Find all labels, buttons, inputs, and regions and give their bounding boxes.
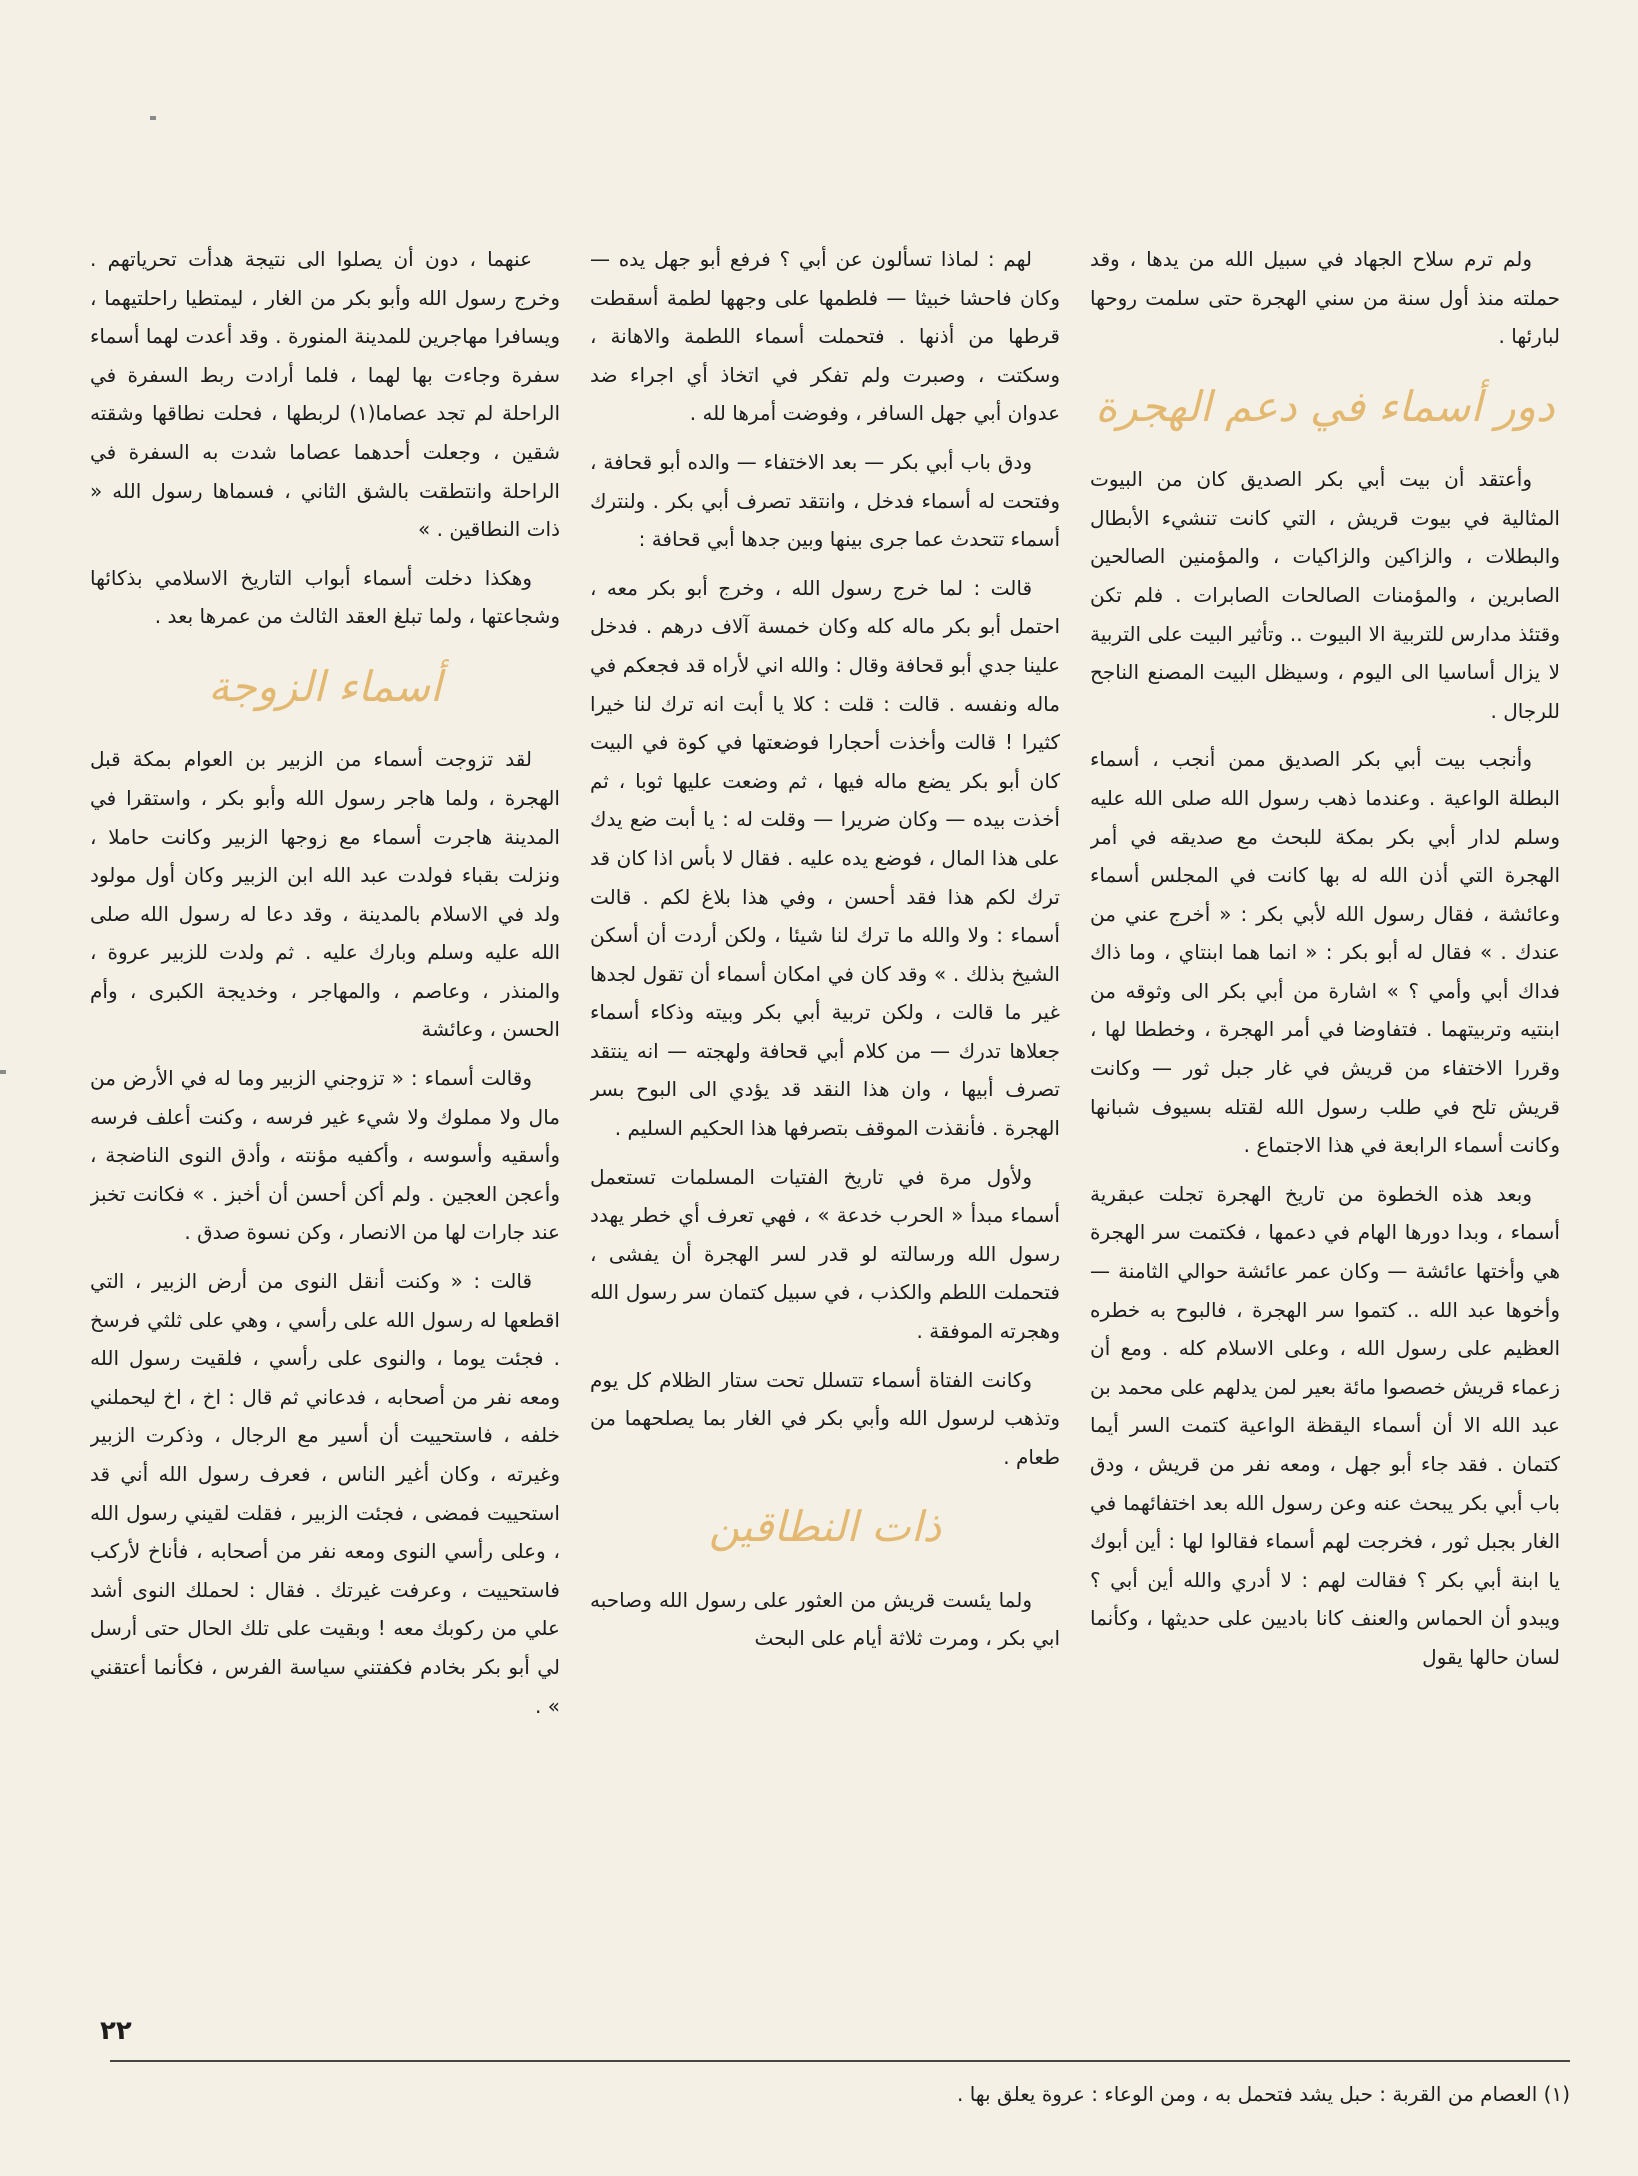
- paragraph: لقد تزوجت أسماء من الزبير بن العوام بمكة قبل الهجرة ، ولما هاجر رسول الله وأبو بكر ، واستقرا في المدينة هاجرت أسماء مع زوجها الزبير وكانت حاملا ، ونزلت بقباء فولدت عبد الله ابن الزبير وكان أول مولود ولد في الاسلام بالمدينة ، وقد دعا له رسول الله صلى الله عليه وسلم وبارك عليه . ثم ولدت للزبير عروة ، والمنذر ، وعاصم ، والمهاجر ، وخديجة الكبرى ، وأم الحسن ، وعائشة: [90, 747, 560, 1042]
- paragraph: ودق باب أبي بكر — بعد الاختفاء — والده أبو قحافة ، وفتحت له أسماء فدخل ، وانتقد تصرف أبي بكر . ولنترك أسماء تتحدث عما جرى بينها وبين جدها أبي قحافة :: [590, 449, 1060, 552]
- paragraph: لهم : لماذا تسألون عن أبي ؟ فرفع أبو جهل يده — وكان فاحشا خبيثا — فلطمها على وجهها لطمة أسقطت قرطها من أذنها . فتحملت أسماء اللطمة والاهانة ، وسكتت ، وصبرت ولم تفكر في اتخاذ أي اجراء ضد عدوان أبي جهل السافر ، وفوضت أمرها لله .: [590, 247, 1060, 426]
- paragraph: وأنجب بيت أبي بكر الصديق ممن أنجب ، أسماء البطلة الواعية . وعندما ذهب رسول الله صلى الله عليه وسلم لدار أبي بكر بمكة للبحث مع صديقه في أمر الهجرة التي أذن الله له بها كانت في المجلس أسماء وعائشة ، فقال رسول الله لأبي بكر : « أخرج عني من عندك . » فقال له أبو بكر : « انما هما ابنتاي ، وما ذاك فداك أبي وأمي ؟ » اشارة من أبي بكر الى وثوقه من ابنتيه وتربيتهما . فتفاوضا في أمر الهجرة ، وخططا لها ، وقررا الاختفاء من قريش في غار جبل ثور — وكانت قريش تلح في طلب رسول الله لقتله بسيوف شبانها وكانت أسماء الرابعة في هذا الاجتماع .: [1090, 747, 1560, 1158]
- footnote-divider: [110, 2060, 1570, 2062]
- paragraph: وأعتقد أن بيت أبي بكر الصديق كان من البيوت المثالية في بيوت قريش ، التي كانت تنشيء الأبطال والبطلات ، والزاكين والزاكيات ، والمؤمنين الصالحين الصابرين ، والمؤمنات الصالحات الصابرات . فلم تكن وقتئذ مدارس للتربية الا البيوت .. وتأثير البيت على التربية لا يزال أساسيا الى اليوم ، وسيظل البيت المصنع الناجح للرجال .: [1090, 467, 1560, 723]
- paragraph: قالت : « وكنت أنقل النوى من أرض الزبير ، التي اقطعها له رسول الله على رأسي ، وهي على ثلثي فرسخ . فجئت يوما ، والنوى على رأسي ، فلقيت رسول الله ومعه نفر من أصحابه ، فدعاني ثم قال : اخ ، اخ ليحملني خلفه ، فاستحييت أن أسير مع الرجال ، وذكرت الزبير وغيرته ، وكان أغير الناس ، فعرف رسول الله أني قد استحييت فمضى ، فجئت الزبير ، فقلت لقيني رسول الله ، وعلى رأسي النوى ومعه نفر من أصحابه ، فأناخ لأركب فاستحييت ، وعرفت غيرتك . فقال : لحملك النوى أشد علي من ركوبك معه ! وبقيت على تلك الحال حتى أرسل لي أبو بكر بخادم فكفتني سياسة الفرس ، فكأنما أعتقني » .: [90, 1269, 560, 1718]
- intro-paragraph: ولم ترم سلاح الجهاد في سبيل الله من يدها ، وقد حملته منذ أول سنة من سني الهجرة حتى سلمت روحها لبارئها .: [1090, 247, 1560, 349]
- section-heading-wife: أسماء الزوجة: [208, 661, 442, 711]
- paragraph: وهكذا دخلت أسماء أبواب التاريخ الاسلامي بذكائها وشجاعتها ، ولما تبلغ العقد الثالث من عمرها بعد .: [90, 565, 560, 629]
- page-number: ٢٢: [100, 2016, 132, 2046]
- scan-mark: [0, 1070, 6, 1074]
- paragraph: وقالت أسماء : « تزوجني الزبير وما له في الأرض من مال ولا مملوك ولا شيء غير فرسه ، وكنت أعلف فرسه وأسقيه وأسوسه ، وأكفيه مؤنته ، وأدق النوى الناضجة ، وأعجن العجين . ولم أكن أحسن أن أخبز . » فكانت تخبز عند جارات لها من الانصار ، وكن نسوة صدق .: [90, 1066, 560, 1245]
- footnote: (١) العصام من القربة : حبل يشد فتحمل به ، ومن الوعاء : عروة يعلق بها .: [957, 2082, 1570, 2106]
- section-heading-two-belts: ذات النطاقين: [708, 1502, 942, 1552]
- section-heading-hijra-role: دور أسماء في دعم الهجرة: [1095, 381, 1555, 431]
- column-left: [90, 240, 560, 2050]
- scan-mark: [150, 116, 156, 120]
- column-middle: [590, 240, 1060, 2050]
- paragraph: عنهما ، دون أن يصلوا الى نتيجة هدأت تحرياتهم . وخرج رسول الله وأبو بكر من الغار ، ليمتطيا راحلتيهما ، ويسافرا مهاجرين للمدينة المنورة . وقد أعدت لهما أسماء سفرة وجاءت بها لهما ، فلما أرادت ربط السفرة في الراحلة لم تجد عصاما(١) لربطها ، فحلت نطاقها وشقته شقين ، وجعلت أحدهما عصاما شدت به السفرة في الراحلة وانتطقت بالشق الثاني ، فسماها رسول الله « ذات النطاقين . »: [90, 247, 560, 542]
- paragraph: ولأول مرة في تاريخ الفتيات المسلمات تستعمل أسماء مبدأ « الحرب خدعة » ، فهي تعرف أي خطر يهدد رسول الله ورسالته لو قدر لسر الهجرة أن يفشى ، فتحملت اللطم والكذب ، في سبيل كتمان سر رسول الله وهجرته الموفقة .: [590, 1164, 1060, 1344]
- paragraph: وكانت الفتاة أسماء تتسلل تحت ستار الظلام كل يوم وتذهب لرسول الله وأبي بكر في الغار بما يصلحهما من طعام .: [590, 1367, 1060, 1469]
- paragraph: ولما يئست قريش من العثور على رسول الله وصاحبه ابي بكر ، ومرت ثلاثة أيام على البحث: [590, 1587, 1060, 1651]
- paragraph: قالت : لما خرج رسول الله ، وخرج أبو بكر معه ، احتمل أبو بكر ماله كله وكان خمسة آلاف درهم . فدخل علينا جدي أبو قحافة وقال : والله اني لأراه قد فجعكم في ماله ونفسه . قالت : قلت : كلا يا أبت انه ترك لنا خيرا كثيرا ! قالت وأخذت أحجارا فوضعتها في كوة في البيت كان أبو بكر يضع ماله فيها ، ثم وضعت عليها ثوبا ، ثم أخذت بيده — وكان ضريرا — وقلت له : يا أبت ضع يدك على هذا المال ، فوضع يده عليه . فقال لا بأس اذا كان قد ترك لكم هذا فقد أحسن ، وفي هذا بلاغ لكم . قالت أسماء : ولا والله ما ترك لنا شيئا ، ولكن أردت أن أسكن الشيخ بذلك . » وقد كان في امكان أسماء أن تقول لجدها غير ما قالت ، ولكن تربية أبي بكر وبيته وذكاء أسماء جعلاها تدرك — من كلام أبي قحافة ولهجته — انه ينتقد تصرف أبيها ، وان هذا النقد قد يؤدي الى البوح بسر الهجرة . فأنقذت الموقف بتصرفها هذا الحكيم السليم .: [590, 575, 1060, 1141]
- column-right: [1090, 240, 1560, 2050]
- paragraph: وبعد هذه الخطوة من تاريخ الهجرة تجلت عبقرية أسماء ، وبدا دورها الهام في دعمها ، فكتمت سر الهجرة هي وأختها عائشة — وكان عمر عائشة حوالي الثامنة — وأخوها عبد الله .. كتموا سر الهجرة ، فالبوح به خطره العظيم على رسول الله ، وعلى الاسلام كله . ومع أن زعماء قريش خصصوا مائة بعير لمن يدلهم على محمد بن عبد الله الا أن أسماء اليقظة الواعية كتمت السر أيما كتمان . فقد جاء أبو جهل ، ومعه نفر من قريش ، ودق باب أبي بكر يبحث عنه وعن رسول الله بعد اختفائهما في الغار بجبل ثور ، فخرجت لهم أسماء فقالوا لها : أين أبوك يا ابنة أبي بكر ؟ فقالت لهم : لا أدري والله أين أبي ؟ ويبدو أن الحماس والعنف كانا باديين على حديثها ، وكأنما لسان حالها يقول: [1090, 1181, 1560, 1669]
